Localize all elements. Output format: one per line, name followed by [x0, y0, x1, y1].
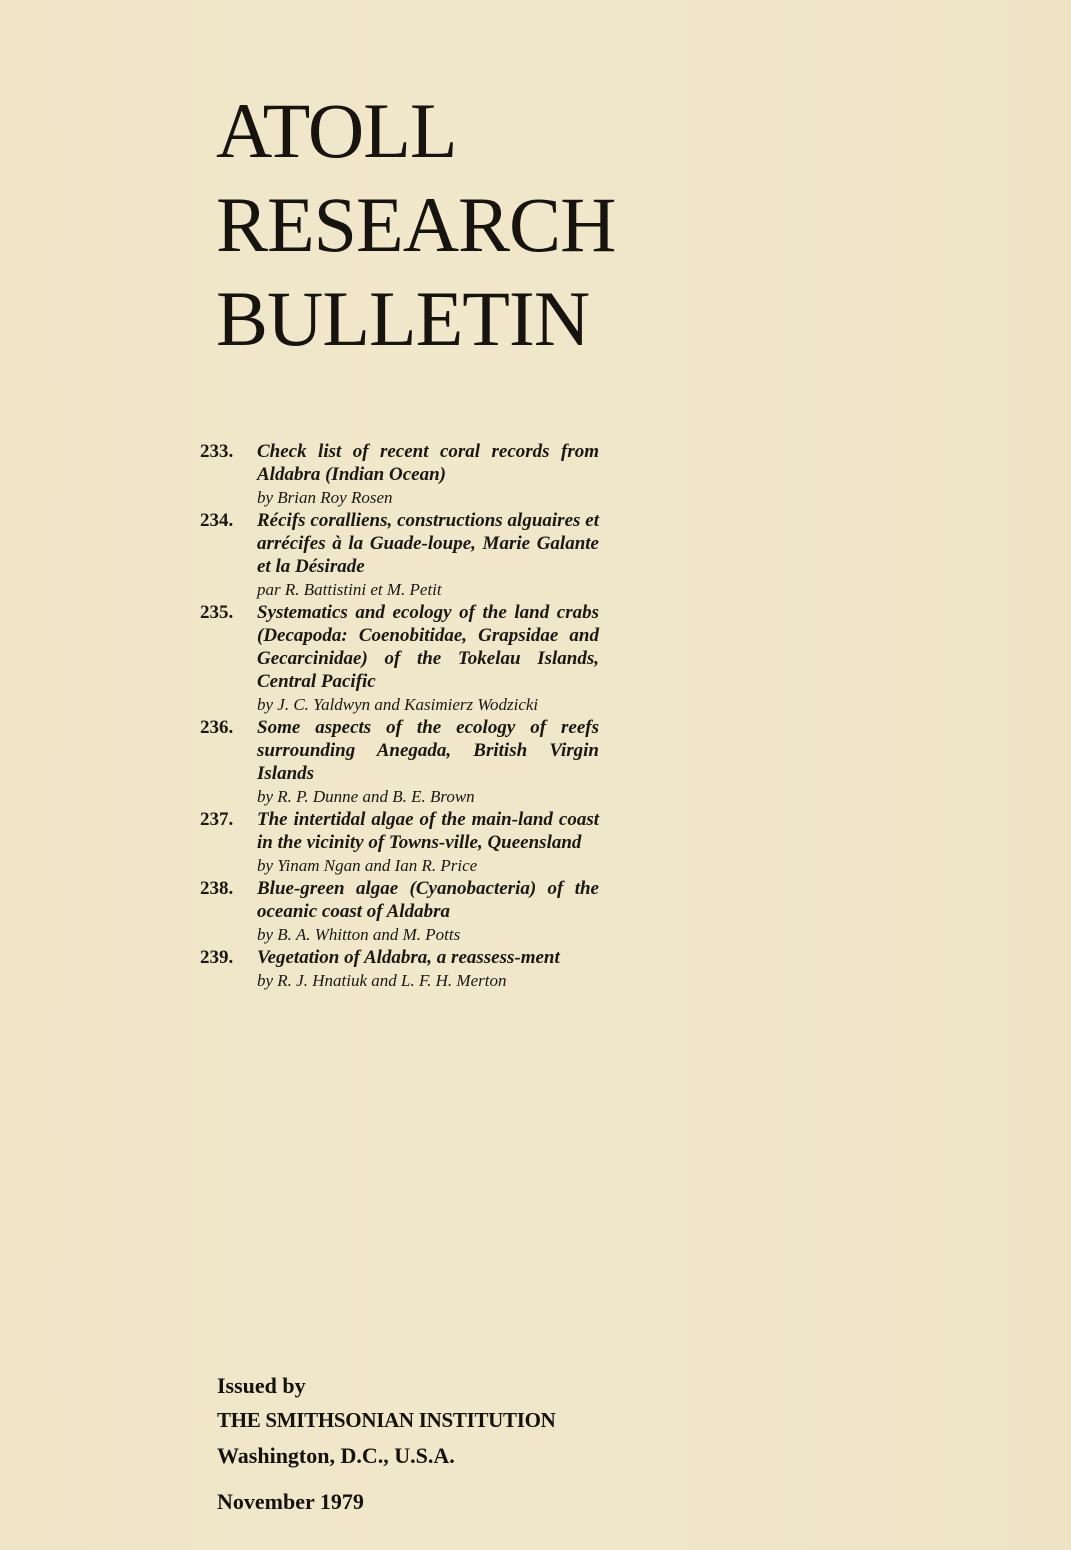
journal-title-line-3: BULLETIN — [216, 275, 590, 362]
publisher-block — [217, 1368, 556, 1473]
entry-author: by Brian Roy Rosen — [257, 488, 393, 507]
entry-title: Blue-green algae (Cyanobacteria) of the oceanic coast of Aldabra — [257, 878, 599, 922]
entry-title: The intertidal algae of the main-land coast in the vicinity of Towns-ville, Queensland — [257, 809, 599, 853]
journal-title-line-2: RESEARCH — [216, 181, 616, 268]
entry-author: by Yinam Ngan and Ian R. Price — [257, 856, 478, 875]
contents-entry — [200, 509, 600, 601]
publisher-name: THE SMITHSONIAN INSTITUTION — [217, 1408, 556, 1432]
entry-author: by J. C. Yaldwyn and Kasimierz Wodzicki — [257, 695, 539, 714]
publication-date: November 1979 — [217, 1489, 364, 1514]
publisher-location: Washington, D.C., U.S.A. — [217, 1443, 455, 1468]
entry-number: 235. — [200, 602, 234, 623]
entry-number: 237. — [200, 809, 234, 830]
entry-number: 234. — [200, 510, 234, 531]
issued-by-label: Issued by — [217, 1373, 306, 1398]
entry-number: 238. — [200, 878, 234, 899]
contents-list — [200, 440, 600, 992]
entry-title: Vegetation of Aldabra, a reassess-ment — [257, 947, 560, 968]
journal-title — [216, 84, 656, 366]
entry-title: Check list of recent coral records from Aldabra (Indian Ocean) — [257, 441, 599, 485]
entry-author: by R. P. Dunne and B. E. Brown — [257, 787, 475, 806]
entry-author: by B. A. Whitton and M. Potts — [257, 925, 461, 944]
entry-number: 239. — [200, 947, 234, 968]
entry-title: Systematics and ecology of the land crabs (Decapoda: Coenobitidae, Grapsidae and Gecarcinidae) of the Tokelau Islands, Central Pacific — [257, 602, 599, 692]
contents-entry — [200, 946, 600, 992]
contents-entry — [200, 440, 600, 509]
contents-entry — [200, 808, 600, 877]
entry-title: Some aspects of the ecology of reefs surrounding Anegada, British Virgin Islands — [257, 717, 599, 784]
contents-entry — [200, 877, 600, 946]
entry-author: par R. Battistini et M. Petit — [257, 580, 442, 599]
entry-number: 233. — [200, 441, 234, 462]
entry-author: by R. J. Hnatiuk and L. F. H. Merton — [257, 971, 507, 990]
entry-number: 236. — [200, 717, 234, 738]
journal-title-line-1: ATOLL — [216, 87, 457, 174]
contents-entry — [200, 601, 600, 716]
entry-title: Récifs coralliens, constructions alguaires et arrécifes à la Guade-loupe, Marie Galante et la Désirade — [257, 510, 599, 577]
contents-entry — [200, 716, 600, 808]
